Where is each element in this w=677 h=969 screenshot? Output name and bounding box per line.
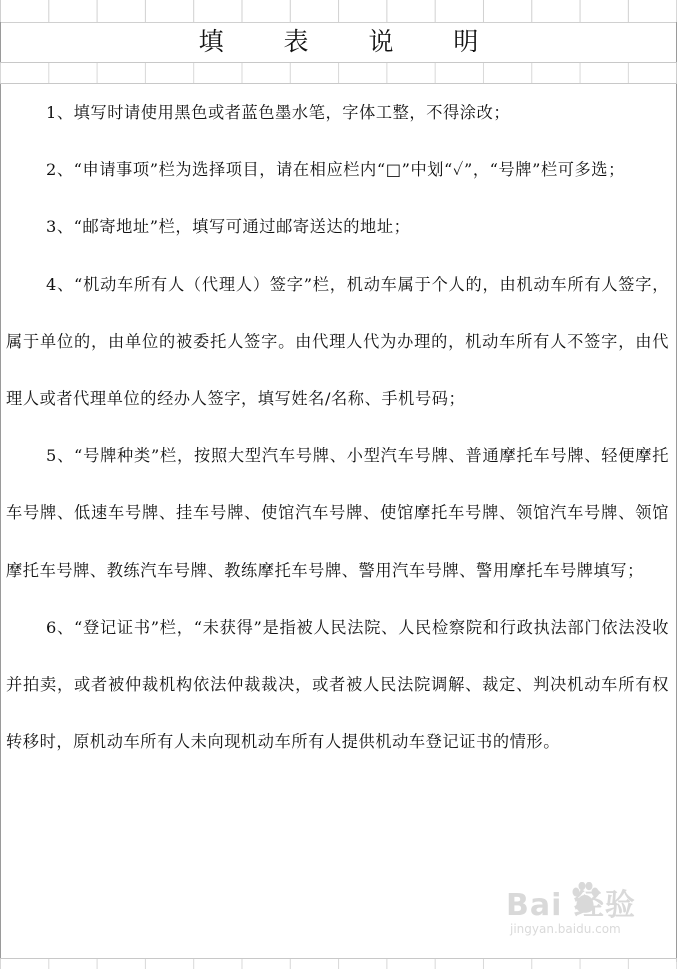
document-title: 填 表 说 明 <box>198 27 505 56</box>
instruction-item-1: 1、填写时请使用黑色或者蓝色墨水笔，字体工整，不得涂改； <box>46 103 511 122</box>
watermark-brand: Bai 经验 <box>506 888 636 923</box>
instructions-body <box>6 84 669 770</box>
grid-separator-row <box>0 62 677 84</box>
frame-left-border <box>0 22 1 962</box>
instruction-item-3: 3、“邮寄地址”栏，填写可通过邮寄送达的地址； <box>46 217 411 237</box>
grid-header-row <box>0 0 677 23</box>
baidu-paw-icon <box>570 882 600 916</box>
instruction-item-6: 6、“登记证书”栏，“未获得”是指被人民法院、人民检察院和行政执法部门依法没收并拍卖，或者被仲裁机构依法仲裁裁决，或者被人民法院调解、裁定、判决机动车所有权转移时，原机动车所有人未向现机动车所有人提供机动车登记证书的情形。 <box>6 617 669 752</box>
instruction-item-4: 4、“机动车所有人（代理人）签字”栏，机动车属于个人的，由机动车所有人签字，属于单位的，由单位的被委托人签字。由代理人代为办理的，机动车所有人不签字，由代理人或者代理单位的经办人签字，填写姓名/名称、手机号码； <box>6 274 669 409</box>
instruction-item-2: 2、“申请事项”栏为选择项目，请在相应栏内“□”中划“✓”，“号牌”栏可多选； <box>46 160 625 180</box>
instruction-item-5: 5、“号牌种类”栏，按照大型汽车号牌、小型汽车号牌、普通摩托车号牌、轻便摩托车号牌、低速车号牌、挂车号牌、使馆汽车号牌、使馆摩托车号牌、领馆汽车号牌、领馆摩托车号牌、教练汽车号牌、教练摩托车号牌、警用汽车号牌、警用摩托车号牌填写； <box>6 446 669 580</box>
baidu-watermark <box>506 880 666 946</box>
grid-footer-row <box>0 958 677 969</box>
watermark-url: jingyan.baidu.com <box>510 922 621 936</box>
